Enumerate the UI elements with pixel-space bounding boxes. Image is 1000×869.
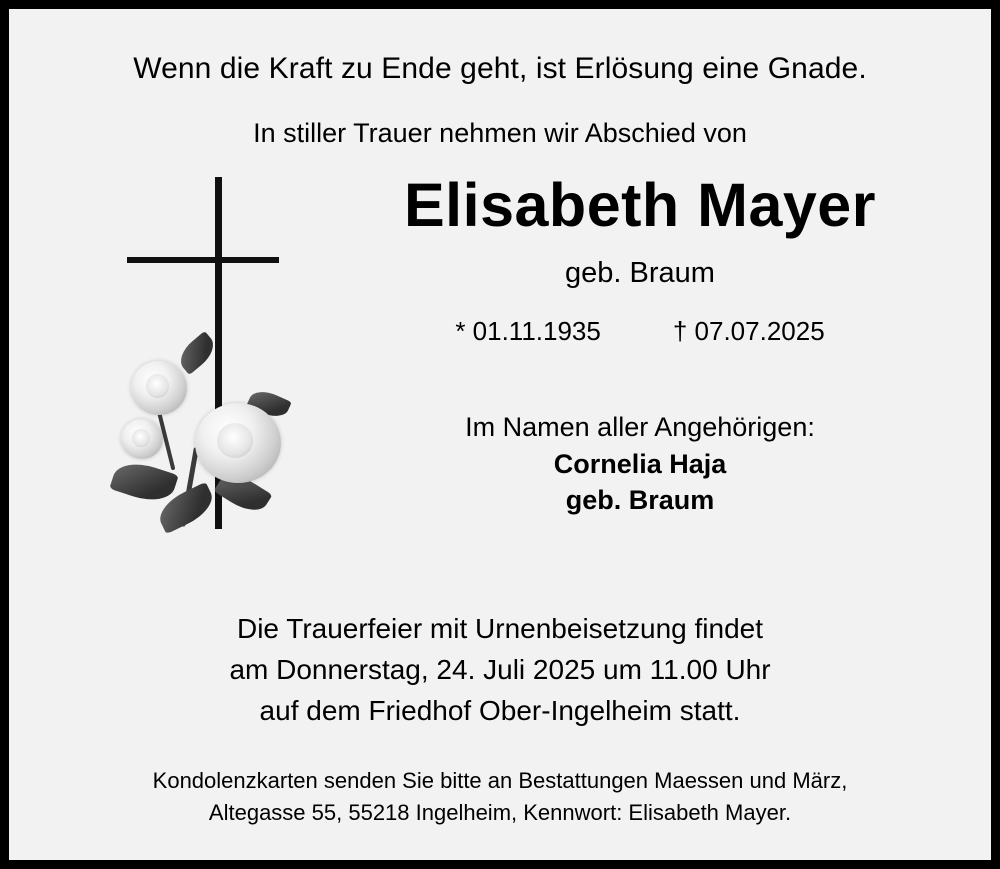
rose-blossom-icon — [131, 361, 187, 415]
family-block — [323, 409, 957, 518]
deceased-name: Elisabeth Mayer — [404, 171, 876, 240]
cross-and-rose-emblem — [109, 177, 339, 577]
family-intro: Im Namen aller Angehörigen: — [465, 412, 815, 443]
family-maiden-name: geb. Braum — [565, 485, 715, 516]
rose-leaf-icon — [109, 457, 178, 508]
rose-leaf-icon — [174, 331, 220, 375]
quote-line: Wenn die Kraft zu Ende geht, ist Erlösung eine Gnade. — [133, 52, 867, 85]
death-date: † 07.07.2025 — [672, 316, 825, 347]
condolence-details — [43, 765, 957, 829]
ceremony-line-2: am Donnerstag, 24. Juli 2025 um 11.00 Uhr — [229, 653, 771, 685]
condolence-line-2: Altegasse 55, 55218 Ingelheim, Kennwort: Elisabeth Mayer. — [208, 800, 792, 826]
deceased-maiden-name: geb. Braum — [565, 257, 715, 290]
family-name: Cornelia Haja — [553, 448, 727, 479]
ceremony-line-1: Die Trauerfeier mit Urnenbeisetzung findet — [236, 613, 764, 645]
birth-date: * 01.11.1935 — [455, 316, 601, 347]
obituary-inner — [9, 9, 991, 860]
rose-blossom-icon — [195, 403, 281, 483]
cross-crossbar-icon — [127, 257, 279, 263]
ceremony-details — [43, 609, 957, 731]
rose-bouquet-icon — [109, 297, 299, 547]
rose-blossom-icon — [121, 419, 163, 459]
ceremony-line-3: auf dem Friedhof Ober-Ingelheim statt. — [259, 694, 741, 726]
deceased-dates — [323, 316, 957, 347]
middle-section — [43, 167, 957, 587]
intro-line: In stiller Trauer nehmen wir Abschied von — [253, 118, 747, 148]
deceased-block — [323, 167, 957, 518]
condolence-line-1: Kondolenzkarten senden Sie bitte an Bestattungen Maessen und März, — [152, 768, 848, 794]
